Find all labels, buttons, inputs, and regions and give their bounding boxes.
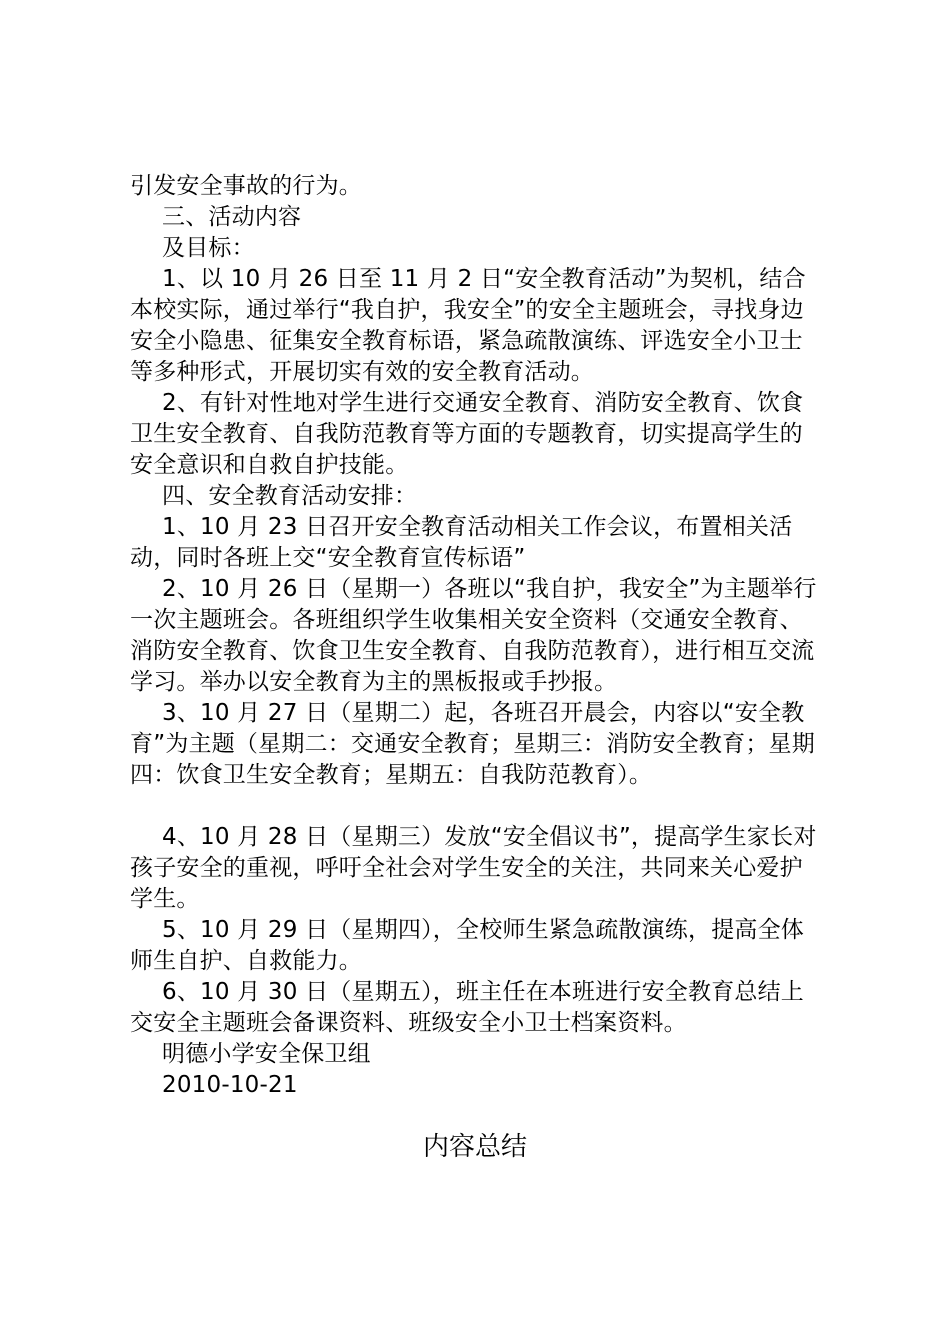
goal-item-2: 2、有针对性地对学生进行交通安全教育、消防安全教育、饮食卫生安全教育、自我防范教育等方面的专题教育，切实提高学生的安全意识和自救自护技能。 (130, 390, 804, 478)
signature-date: 2010-10-21 (162, 1072, 298, 1098)
schedule-item-4: 4、10 月 28 日（星期三）发放“安全倡议书”，提高学生家长对孩子安全的重视，呼吁全社会对学生安全的关注，共同来关心爱护学生。 (130, 824, 817, 912)
goal-item-1: 1、以 10 月 26 日至 11 月 2 日“安全教育活动”为契机，结合本校实际，通过举行“我自护，我安全”的安全主题班会，寻找身边安全小隐患、征集安全教育标语，紧急疏散演练、评选安全小卫士等多种形式，开展切实有效的安全教育活动。 (130, 266, 806, 385)
schedule-item-6: 6、10 月 30 日（星期五），班主任在本班进行安全教育总结上交安全主题班会备课资料、班级安全小卫士档案资料。 (130, 979, 804, 1036)
schedule-item-1: 1、10 月 23 日召开安全教育活动相关工作会议，布置相关活动，同时各班上交“安全教育宣传标语” (130, 514, 793, 571)
schedule-item-5: 5、10 月 29 日（星期四），全校师生紧急疏散演练，提高全体师生自护、自救能力。 (130, 917, 804, 974)
document-body (130, 171, 820, 1101)
paragraph-intro-tail: 引发安全事故的行为。 (130, 173, 362, 199)
summary-heading: 内容总结 (422, 1132, 527, 1162)
schedule-item-2: 2、10 月 26 日（星期一）各班以“我自护，我安全”为主题举行一次主题班会。各班组织学生收集相关安全资料（交通安全教育、消防安全教育、饮食卫生安全教育、自我防范教育），进行相互交流学习。举办以安全教育为主的黑板报或手抄报。 (130, 576, 817, 695)
section-heading-activity-content: 三、活动内容 (162, 204, 302, 230)
blank-line (130, 791, 820, 822)
section-heading-goals: 及目标： (162, 235, 255, 261)
section-heading-schedule: 四、安全教育活动安排： (162, 483, 418, 509)
signature-organization: 明德小学安全保卫组 (162, 1041, 371, 1067)
schedule-item-3: 3、10 月 27 日（星期二）起，各班召开晨会，内容以“安全教育”为主题（星期二：交通安全教育；星期三：消防安全教育；星期四：饮食卫生安全教育；星期五：自我防范教育）。 (130, 700, 815, 788)
